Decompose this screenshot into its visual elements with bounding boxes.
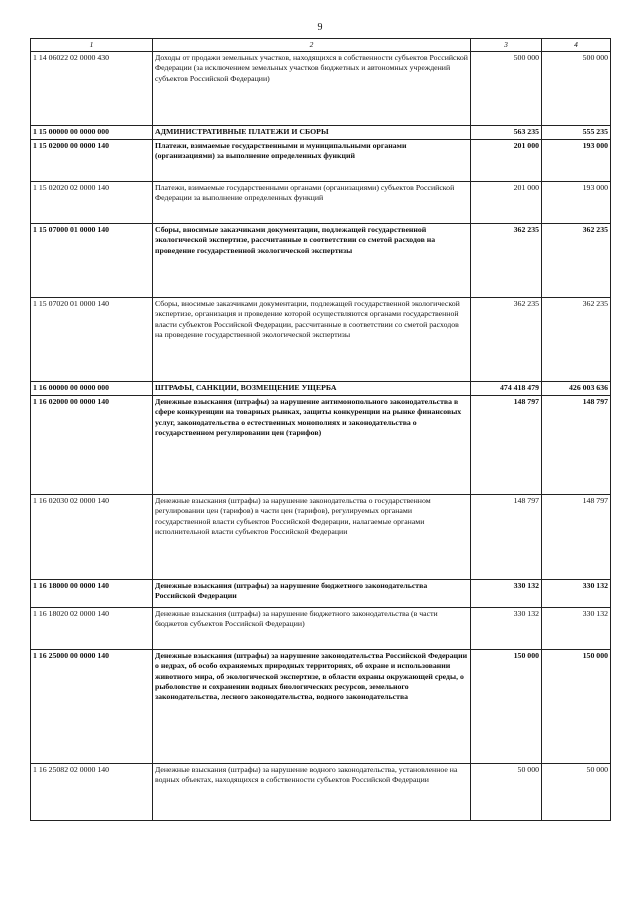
revenue-table [30, 38, 611, 821]
row-value-col4: 330 132 [542, 608, 611, 650]
row-name: Денежные взыскания (штрафы) за нарушение законодательства о государственном регулировании цен (тарифов) в части цен (тарифов), регулируемых органами государственной власти субъектов Российской Федерации, налагаемые органами исполнительной власти субъектов Российской Федерации [153, 495, 471, 580]
row-code: 1 15 02020 02 0000 140 [31, 182, 153, 224]
row-name: Денежные взыскания (штрафы) за нарушение водного законодательства, установленное на водных объектах, находящихся в собственности субъектов Российской Федерации [153, 764, 471, 821]
table-row [31, 298, 611, 382]
table-row [31, 495, 611, 580]
row-name: Денежные взыскания (штрафы) за нарушение законодательства Российской Федерации о недрах, об особо охраняемых природных территориях, об охране и использовании животного мира, об экологической экспертизе, в области охраны окружающей среды, о рыболовстве и сохранении водных биологических ресурсов, земельного законодательства, лесного законодательства, водного законодательства [153, 650, 471, 764]
row-name: ШТРАФЫ, САНКЦИИ, ВОЗМЕЩЕНИЕ УЩЕРБА [153, 382, 471, 396]
row-value-col4: 148 797 [542, 396, 611, 495]
row-value-col4: 555 235 [542, 126, 611, 140]
row-value-col4: 500 000 [542, 52, 611, 126]
table-row [31, 182, 611, 224]
row-code: 1 16 18020 02 0000 140 [31, 608, 153, 650]
table-row [31, 608, 611, 650]
row-value-col4: 362 235 [542, 298, 611, 382]
row-value-col3: 201 000 [471, 140, 542, 182]
row-code: 1 16 25082 02 0000 140 [31, 764, 153, 821]
row-name: Платежи, взимаемые государственными органами (организациями) субъектов Российской Федерации за выполнение определенных функций [153, 182, 471, 224]
row-value-col4: 50 000 [542, 764, 611, 821]
row-value-col4: 193 000 [542, 182, 611, 224]
header-col-2: 2 [153, 39, 471, 52]
table-row [31, 224, 611, 298]
row-code: 1 15 07000 01 0000 140 [31, 224, 153, 298]
row-code: 1 16 00000 00 0000 000 [31, 382, 153, 396]
row-code: 1 16 02030 02 0000 140 [31, 495, 153, 580]
row-name: Платежи, взимаемые государственными и муниципальными органами (организациями) за выполнение определенных функций [153, 140, 471, 182]
row-value-col4: 330 132 [542, 580, 611, 608]
row-name: Денежные взыскания (штрафы) за нарушение бюджетного законодательства Российской Федерации [153, 580, 471, 608]
row-value-col3: 150 000 [471, 650, 542, 764]
row-code: 1 16 18000 00 0000 140 [31, 580, 153, 608]
row-name: Сборы, вносимые заказчиками документации, подлежащей государственной экологической экспертизе, организация и проведение которой осуществляются органами государственной власти субъектов Российской Федерации, рассчитанные в соответствии со сметой расходов на проведение государственной экологической экспертизы [153, 298, 471, 382]
table-row [31, 580, 611, 608]
row-name: Сборы, вносимые заказчиками документации, подлежащей государственной экологической экспертизе, рассчитанные в соответствии со сметой расходов на проведение государственной экологической экспертизы [153, 224, 471, 298]
row-code: 1 15 00000 00 0000 000 [31, 126, 153, 140]
row-name: Денежные взыскания (штрафы) за нарушение бюджетного законодательства (в части бюджетов субъектов Российской Федерации) [153, 608, 471, 650]
table-row [31, 382, 611, 396]
row-code: 1 16 25000 00 0000 140 [31, 650, 153, 764]
header-col-3: 3 [471, 39, 542, 52]
row-value-col4: 148 797 [542, 495, 611, 580]
row-name: Доходы от продажи земельных участков, находящихся в собственности субъектов Российской Федерации (за исключением земельных участков бюджетных и автономных учреждений субъектов Российской Федерации) [153, 52, 471, 126]
row-value-col3: 500 000 [471, 52, 542, 126]
header-col-1: 1 [31, 39, 153, 52]
table-row [31, 764, 611, 821]
row-value-col3: 563 235 [471, 126, 542, 140]
row-value-col3: 362 235 [471, 224, 542, 298]
row-name: АДМИНИСТРАТИВНЫЕ ПЛАТЕЖИ И СБОРЫ [153, 126, 471, 140]
row-value-col3: 330 132 [471, 608, 542, 650]
header-col-4: 4 [542, 39, 611, 52]
row-value-col3: 50 000 [471, 764, 542, 821]
row-code: 1 14 06022 02 0000 430 [31, 52, 153, 126]
row-value-col3: 201 000 [471, 182, 542, 224]
row-name: Денежные взыскания (штрафы) за нарушение антимонопольного законодательства в сфере конкуренции на товарных рынках, защиты конкуренции на рынке финансовых услуг, законодательства о естественных монополиях и законодательства о государственном регулировании цен (тарифов) [153, 396, 471, 495]
table-row [31, 650, 611, 764]
row-value-col3: 148 797 [471, 396, 542, 495]
row-value-col4: 193 000 [542, 140, 611, 182]
table-row [31, 126, 611, 140]
row-value-col3: 362 235 [471, 298, 542, 382]
row-value-col3: 148 797 [471, 495, 542, 580]
table-row [31, 140, 611, 182]
page-number: 9 [317, 22, 323, 33]
row-value-col4: 362 235 [542, 224, 611, 298]
row-value-col3: 330 132 [471, 580, 542, 608]
row-code: 1 16 02000 00 0000 140 [31, 396, 153, 495]
row-value-col3: 474 418 479 [471, 382, 542, 396]
row-code: 1 15 07020 01 0000 140 [31, 298, 153, 382]
table-row [31, 396, 611, 495]
row-value-col4: 150 000 [542, 650, 611, 764]
row-code: 1 15 02000 00 0000 140 [31, 140, 153, 182]
header-row [31, 39, 611, 52]
table-row [31, 52, 611, 126]
row-value-col4: 426 003 636 [542, 382, 611, 396]
